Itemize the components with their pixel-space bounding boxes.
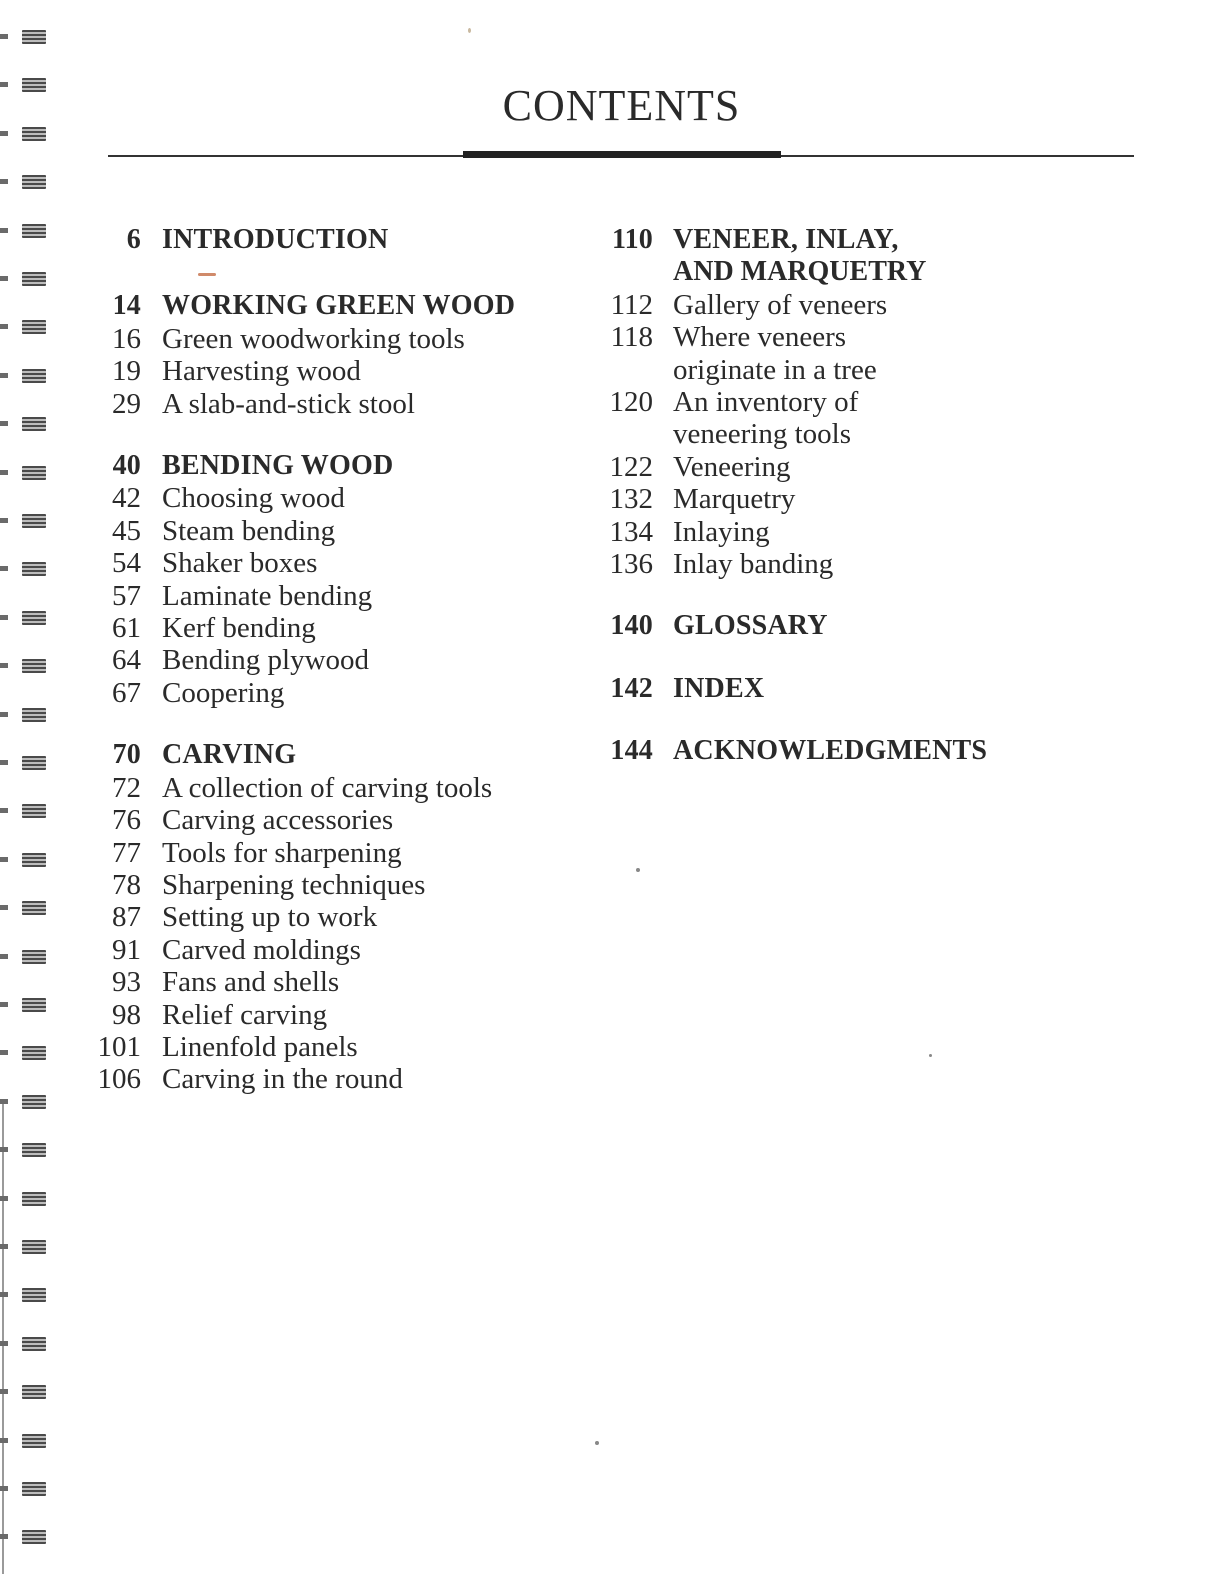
toc-entry[interactable] — [78, 966, 548, 998]
binding-wire — [0, 1534, 8, 1539]
toc-entry-title: Laminate bending — [162, 579, 373, 612]
toc-page-number: 64 — [112, 644, 141, 677]
toc-entry[interactable] — [78, 934, 548, 966]
toc-entry-title: Carving accessories — [162, 804, 394, 837]
binding-hole — [0, 417, 52, 431]
paper-speck — [929, 1054, 932, 1057]
binding-hole — [0, 708, 52, 722]
toc-entry[interactable] — [585, 548, 1015, 580]
binding-slot — [22, 1482, 46, 1496]
binding-slot — [22, 562, 46, 576]
toc-section — [78, 739, 548, 1095]
toc-entry[interactable] — [78, 901, 548, 933]
toc-entry-title: Marquetry — [673, 483, 796, 516]
toc-entry[interactable] — [78, 677, 548, 709]
toc-entry[interactable] — [78, 837, 548, 869]
binding-hole — [0, 1530, 52, 1544]
toc-entry[interactable] — [78, 323, 548, 355]
binding-slot — [22, 1192, 46, 1206]
toc-entry[interactable] — [78, 804, 548, 836]
toc-entry-title: Tools for sharpening — [162, 836, 402, 869]
toc-entry-title-continued: veneering tools — [673, 418, 851, 451]
toc-page-number: 106 — [97, 1063, 141, 1096]
toc-heading-title: INDEX — [673, 672, 765, 704]
toc-entry[interactable] — [78, 1063, 548, 1095]
binding-slot — [22, 224, 46, 238]
toc-entry[interactable] — [78, 644, 548, 676]
binding-slot — [22, 466, 46, 480]
toc-entry-title: Carved moldings — [162, 933, 361, 966]
toc-page-number: 76 — [112, 804, 141, 837]
binding-wire — [0, 663, 8, 668]
toc-page-number: 54 — [112, 547, 141, 580]
toc-page-number: 45 — [112, 514, 141, 547]
toc-page-number: 6 — [126, 224, 141, 255]
toc-entry-title: Relief carving — [162, 998, 328, 1031]
toc-section — [585, 673, 1015, 705]
binding-hole — [0, 369, 52, 383]
toc-section — [585, 735, 1015, 767]
binding-hole — [0, 756, 52, 770]
toc-page-number: 87 — [112, 901, 141, 934]
binding-wire — [0, 760, 8, 765]
toc-section — [585, 610, 1015, 642]
toc-entry[interactable] — [585, 289, 1015, 321]
binding-hole — [0, 1095, 52, 1109]
toc-page-number: 118 — [610, 321, 653, 354]
paper-speck — [636, 868, 640, 872]
toc-heading[interactable] — [78, 290, 548, 322]
toc-page-number: 61 — [112, 612, 141, 645]
toc-page-number: 144 — [610, 735, 653, 767]
toc-page-number: 120 — [609, 386, 653, 419]
binding-wire — [0, 34, 8, 39]
binding-hole — [0, 466, 52, 480]
binding-wire — [0, 276, 8, 281]
toc-heading[interactable] — [78, 739, 548, 771]
binding-hole — [0, 853, 52, 867]
toc-page-number: 132 — [609, 483, 653, 516]
toc-page-number: 140 — [610, 610, 653, 642]
toc-entry[interactable] — [78, 772, 548, 804]
binding-wire — [0, 1099, 8, 1104]
toc-entry[interactable] — [78, 547, 548, 579]
toc-page-number: 142 — [610, 672, 653, 704]
binding-wire — [0, 324, 8, 329]
toc-entry-title: Setting up to work — [162, 901, 378, 934]
toc-entry-title: Inlay banding — [673, 548, 834, 581]
spiral-binding — [0, 0, 60, 1574]
binding-hole — [0, 1192, 52, 1206]
binding-wire — [0, 1147, 8, 1152]
binding-wire — [0, 1389, 8, 1394]
toc-entry[interactable] — [585, 386, 1015, 418]
binding-slot — [22, 998, 46, 1012]
binding-hole — [0, 1288, 52, 1302]
binding-hole — [0, 998, 52, 1012]
toc-heading-title: ACKNOWLEDGMENTS — [673, 735, 988, 767]
binding-slot — [22, 514, 46, 528]
toc-entry-title-continued: originate in a tree — [673, 353, 877, 386]
binding-hole — [0, 514, 52, 528]
toc-heading[interactable] — [585, 610, 1015, 642]
binding-hole — [0, 320, 52, 334]
toc-page-number: 134 — [609, 515, 653, 548]
toc-heading-title: WORKING GREEN WOOD — [162, 290, 516, 322]
toc-entry-title: Linenfold panels — [162, 1030, 358, 1063]
binding-wire — [0, 421, 8, 426]
binding-hole — [0, 224, 52, 238]
toc-heading[interactable] — [78, 224, 548, 256]
toc-entry[interactable] — [78, 580, 548, 612]
binding-wire — [0, 179, 8, 184]
binding-wire — [0, 1196, 8, 1201]
toc-heading-title-continued: AND MARQUETRY — [673, 256, 927, 288]
toc-entry-title: A collection of carving tools — [162, 771, 493, 804]
binding-hole — [0, 1337, 52, 1351]
toc-section — [585, 224, 1015, 580]
binding-hole — [0, 804, 52, 818]
toc-heading-title: GLOSSARY — [673, 610, 828, 642]
binding-hole — [0, 272, 52, 286]
toc-entry-title: Where veneers — [673, 321, 847, 354]
toc-page-number: 40 — [112, 450, 141, 482]
toc-page-number: 14 — [112, 290, 141, 322]
binding-wire — [0, 1244, 8, 1249]
toc-entry[interactable] — [585, 451, 1015, 483]
toc-entry-title: Shaker boxes — [162, 547, 318, 580]
binding-slot — [22, 1434, 46, 1448]
paper-speck — [198, 273, 216, 276]
binding-wire — [0, 373, 8, 378]
toc-page-number: 91 — [112, 933, 141, 966]
binding-wire — [0, 1050, 8, 1055]
toc-page-number: 16 — [112, 322, 141, 355]
title-rule-accent — [463, 151, 781, 158]
toc-heading[interactable] — [585, 673, 1015, 705]
toc-heading-title: CARVING — [162, 739, 297, 771]
binding-slot — [22, 1143, 46, 1157]
binding-slot — [22, 1385, 46, 1399]
toc-entry[interactable] — [78, 388, 548, 420]
binding-slot — [22, 1240, 46, 1254]
toc-page-number: 57 — [112, 579, 141, 612]
binding-slot — [22, 611, 46, 625]
binding-hole — [0, 30, 52, 44]
binding-slot — [22, 175, 46, 189]
toc-entry-title: Steam bending — [162, 514, 336, 547]
toc-entry[interactable] — [78, 515, 548, 547]
toc-heading[interactable] — [78, 450, 548, 482]
toc-entry[interactable] — [78, 999, 548, 1031]
binding-wire — [0, 615, 8, 620]
toc-page-number: 136 — [609, 548, 653, 581]
binding-wire — [0, 954, 8, 959]
binding-wire — [0, 518, 8, 523]
binding-slot — [22, 30, 46, 44]
toc-entry-title: Fans and shells — [162, 966, 340, 999]
toc-entry-title: Coopering — [162, 676, 285, 709]
toc-entry[interactable] — [78, 482, 548, 514]
binding-slot — [22, 950, 46, 964]
binding-hole — [0, 562, 52, 576]
toc-heading[interactable] — [585, 224, 1015, 256]
binding-hole — [0, 611, 52, 625]
toc-entry-title: Veneering — [673, 450, 791, 483]
toc-entry[interactable] — [78, 355, 548, 387]
toc-entry[interactable] — [585, 516, 1015, 548]
toc-entry[interactable] — [585, 483, 1015, 515]
binding-hole — [0, 950, 52, 964]
toc-section — [78, 224, 548, 256]
binding-wire — [0, 1341, 8, 1346]
binding-wire — [0, 1002, 8, 1007]
binding-hole — [0, 659, 52, 673]
toc-entry-title: Choosing wood — [162, 482, 345, 515]
binding-slot — [22, 369, 46, 383]
toc-page-number: 67 — [112, 676, 141, 709]
binding-slot — [22, 1530, 46, 1544]
binding-wire — [0, 1438, 8, 1443]
binding-wire — [0, 1486, 8, 1491]
binding-hole — [0, 1046, 52, 1060]
binding-slot — [22, 804, 46, 818]
toc-entry-title: Harvesting wood — [162, 355, 361, 388]
toc-page-number: 112 — [610, 288, 653, 321]
toc-page-number: 101 — [97, 1030, 141, 1063]
toc-section — [78, 290, 548, 420]
binding-wire — [0, 857, 8, 862]
binding-hole — [0, 1143, 52, 1157]
toc-page-number: 72 — [112, 771, 141, 804]
toc-page-number: 98 — [112, 998, 141, 1031]
binding-wire — [0, 228, 8, 233]
toc-section — [78, 450, 548, 709]
binding-hole — [0, 1385, 52, 1399]
binding-slot — [22, 1046, 46, 1060]
page-title: CONTENTS — [502, 81, 741, 130]
binding-hole — [0, 1482, 52, 1496]
paper-speck — [595, 1441, 599, 1445]
toc-page-number: 70 — [112, 739, 141, 771]
toc-entry-title: Gallery of veneers — [673, 288, 888, 321]
toc-entry-title: Bending plywood — [162, 644, 370, 677]
binding-slot — [22, 272, 46, 286]
paper-speck — [468, 28, 471, 33]
binding-wire — [0, 566, 8, 571]
binding-wire — [0, 712, 8, 717]
toc-entry-title: Sharpening techniques — [162, 868, 426, 901]
contents-left-column — [78, 224, 548, 1126]
toc-entry[interactable] — [78, 1031, 548, 1063]
toc-page-number: 29 — [112, 387, 141, 420]
toc-entry-title: An inventory of — [673, 386, 859, 419]
toc-heading-title: INTRODUCTION — [162, 224, 389, 255]
toc-page-number: 122 — [609, 450, 653, 483]
toc-entry-title: Green woodworking tools — [162, 322, 465, 355]
binding-hole — [0, 1434, 52, 1448]
binding-hole — [0, 175, 52, 189]
toc-page-number: 78 — [112, 868, 141, 901]
binding-slot — [22, 853, 46, 867]
toc-page-number: 77 — [112, 836, 141, 869]
toc-entry-title: Kerf bending — [162, 612, 316, 645]
toc-heading-title: BENDING WOOD — [162, 450, 394, 482]
toc-page-number: 19 — [112, 355, 141, 388]
toc-entry[interactable] — [78, 869, 548, 901]
binding-wire — [0, 905, 8, 910]
toc-entry[interactable] — [585, 321, 1015, 353]
toc-entry-title: Inlaying — [673, 515, 770, 548]
binding-slot — [22, 1337, 46, 1351]
contents-right-column — [585, 224, 1015, 798]
binding-slot — [22, 659, 46, 673]
binding-slot — [22, 708, 46, 722]
binding-slot — [22, 901, 46, 915]
binding-hole — [0, 1240, 52, 1254]
binding-slot — [22, 1288, 46, 1302]
binding-slot — [22, 320, 46, 334]
toc-page-number: 93 — [112, 966, 141, 999]
toc-entry-title: Carving in the round — [162, 1063, 403, 1096]
binding-hole — [0, 901, 52, 915]
binding-slot — [22, 417, 46, 431]
toc-heading-title: VENEER, INLAY, — [673, 224, 899, 255]
binding-wire — [0, 470, 8, 475]
binding-wire — [0, 1292, 8, 1297]
binding-wire — [0, 131, 8, 136]
toc-page-number: 110 — [611, 224, 653, 255]
toc-entry-title: A slab-and-stick stool — [162, 387, 415, 420]
binding-slot — [22, 756, 46, 770]
toc-page-number: 42 — [112, 482, 141, 515]
toc-entry[interactable] — [78, 612, 548, 644]
toc-heading[interactable] — [585, 735, 1015, 767]
binding-slot — [22, 1095, 46, 1109]
binding-wire — [0, 808, 8, 813]
